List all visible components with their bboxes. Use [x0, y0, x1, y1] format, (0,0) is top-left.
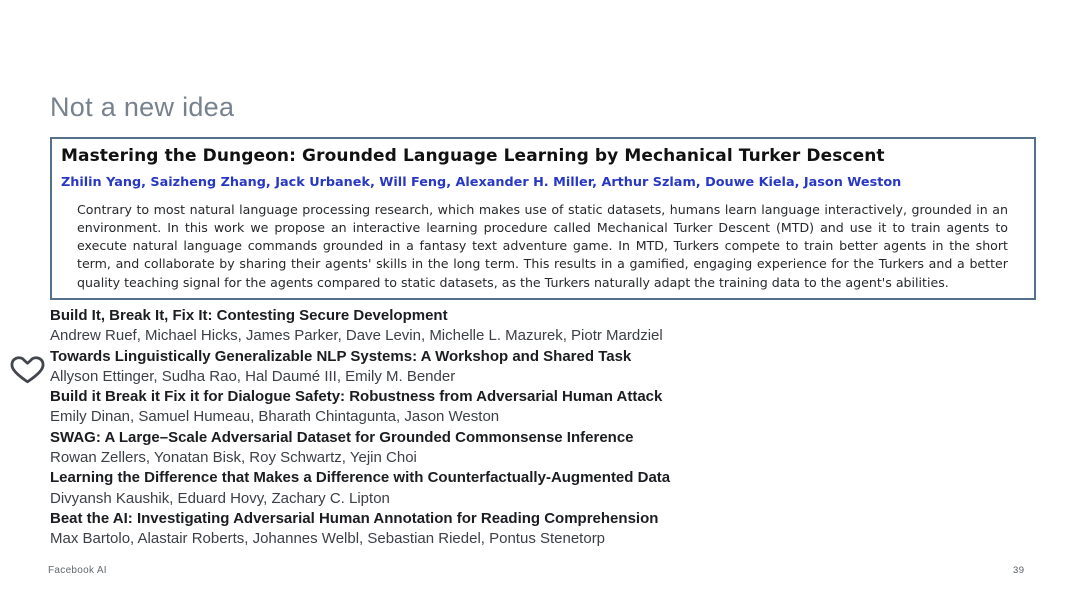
featured-paper-box [50, 137, 1036, 300]
paper-authors: Divyansh Kaushik, Eduard Hovy, Zachary C. Lipton [50, 489, 390, 507]
heart-icon [9, 350, 46, 387]
page-title: Not a new idea [50, 92, 235, 122]
list-item [50, 387, 1010, 428]
list-item [50, 428, 1010, 469]
paper-title: Learning the Difference that Makes a Difference with Counterfactually-Augmented Data [50, 469, 671, 487]
list-item [50, 509, 1010, 550]
paper-title: Build it Break it Fix it for Dialogue Safety: Robustness from Adversarial Human Attack [50, 388, 663, 406]
paper-authors: Max Bartolo, Alastair Roberts, Johannes Welbl, Sebastian Riedel, Pontus Stenetorp [50, 530, 606, 548]
paper-title: Towards Linguistically Generalizable NLP Systems: A Workshop and Shared Task [50, 347, 632, 365]
list-item [50, 468, 1010, 509]
page-number: 39 [1013, 565, 1025, 576]
list-item [50, 347, 1010, 388]
paper-authors: Allyson Ettinger, Sudha Rao, Hal Daumé III, Emily M. Bender [50, 367, 456, 385]
list-item [50, 306, 1010, 347]
paper-title: SWAG: A Large–Scale Adversarial Dataset for Grounded Commonsense Inference [50, 428, 634, 446]
paper-title: Build It, Break It, Fix It: Contesting Secure Development [50, 307, 448, 324]
featured-paper-abstract: Contrary to most natural language processing research, which makes use of static datasets, humans learn language interactively, grounded in an environment. In this work we propose an interactive learning procedure called Mechanical Turker Descent (MTD) and use it to train agents to execute natural language commands grounded in a fantasy text adventure game. In MTD, Turkers compete to train better agents in the short term, and collaborate by sharing their agents' skills in the long term. This results in a gamified, engaging experience for the Turkers and a better quality teaching signal for the agents compared to static datasets, as the Turkers naturally adapt the training data to the agent's abilities. [77, 202, 1008, 290]
paper-authors: Rowan Zellers, Yonatan Bisk, Roy Schwartz, Yejin Choi [50, 449, 417, 467]
featured-paper-title: Mastering the Dungeon: Grounded Language Learning by Mechanical Turker Descent [61, 146, 885, 166]
footer-brand: Facebook AI [48, 565, 107, 576]
paper-title: Beat the AI: Investigating Adversarial Human Annotation for Reading Comprehension [50, 509, 659, 527]
paper-authors: Emily Dinan, Samuel Humeau, Bharath Chintagunta, Jason Weston [50, 408, 500, 426]
paper-authors: Andrew Ruef, Michael Hicks, James Parker, Dave Levin, Michelle L. Mazurek, Piotr Mardziel [50, 327, 663, 345]
papers-list [50, 306, 1010, 550]
featured-paper-authors-links[interactable]: Zhilin Yang, Saizheng Zhang, Jack Urbanek, Will Feng, Alexander H. Miller, Arthur Szlam, Douwe Kiela, Jason Weston [61, 175, 902, 190]
